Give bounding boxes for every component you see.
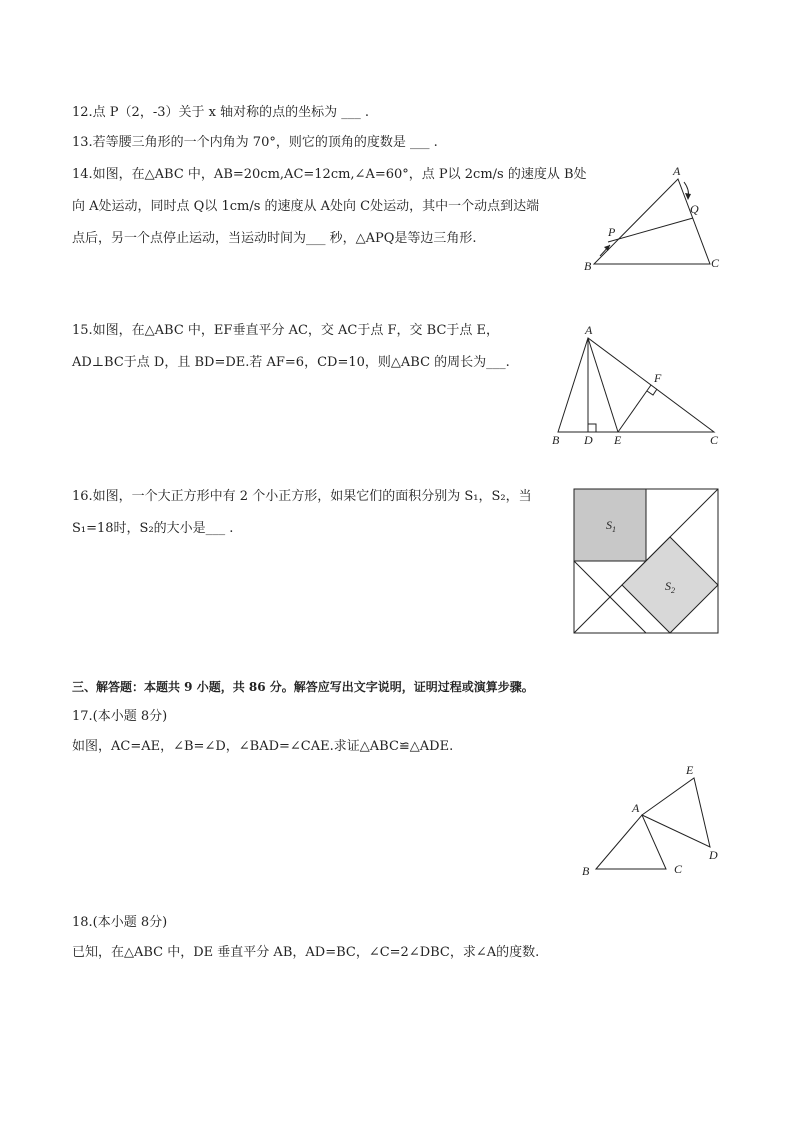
section-3-heading: 三、解答题：本题共 9 小题，共 86 分。解答应写出文字说明，证明过程或演算步骤。	[72, 680, 534, 694]
q16-label-s2: $S_2$	[665, 579, 675, 595]
question-17-header: 17.(本小题 8分)	[72, 709, 168, 724]
q17-figure	[578, 760, 728, 880]
question-14-line-1: 14.如图，在△ABC 中，AB=20cm,AC=12cm,∠A=60°，点 P以 2cm/s 的速度从 B处	[72, 167, 587, 182]
question-12: 12.点 P（2，-3）关于 x 轴对称的点的坐标为 ___ .	[72, 105, 369, 120]
q14-label-a: A	[673, 164, 681, 178]
q15-right-angle-f	[647, 389, 657, 395]
question-18-text: 已知，在△ABC 中，DE 垂直平分 AB，AD=BC，∠C=2∠DBC，求∠A的度数.	[72, 945, 540, 960]
q14-segment-pq	[608, 218, 693, 242]
q17-label-c: C	[674, 862, 683, 876]
question-15-line-1: 15.如图，在△ABC 中，EF垂直平分 AC，交 AC于点 F，交 BC于点 E，	[72, 323, 500, 338]
q17-triangle-abc	[596, 815, 666, 869]
q17-label-b: B	[582, 864, 590, 878]
q15-figure	[548, 322, 728, 450]
q15-right-angle-d	[588, 424, 596, 432]
q15-segment-ae	[588, 338, 618, 432]
q17-triangle-ade	[642, 778, 710, 847]
q15-segment-ef	[618, 385, 651, 432]
q15-label-e: E	[614, 433, 622, 447]
q17-label-e: E	[686, 763, 694, 777]
q14-figure	[580, 160, 730, 275]
question-14-line-2: 向 A处运动，同时点 Q以 1cm/s 的速度从 A处向 C处运动，其中一个动点到达端	[72, 199, 540, 214]
q17-label-a: A	[632, 801, 640, 815]
q14-triangle	[594, 179, 710, 264]
q14-label-b: B	[584, 259, 592, 273]
q15-label-f: F	[654, 371, 662, 385]
q15-triangle	[558, 338, 714, 432]
question-15-line-2: AD⊥BC于点 D，且 BD=DE.若 AF=6，CD=10，则△ABC 的周长为___.	[72, 355, 510, 370]
q14-label-p: P	[608, 225, 616, 239]
question-18-header: 18.(本小题 8分)	[72, 915, 168, 930]
q15-label-d: D	[584, 433, 593, 447]
q16-label-s1: $S_1$	[606, 518, 616, 534]
q15-label-a: A	[585, 323, 593, 337]
question-13: 13.若等腰三角形的一个内角为 70°，则它的顶角的度数是 ___ .	[72, 135, 438, 150]
q15-label-b: B	[552, 433, 560, 447]
q17-label-d: D	[709, 848, 718, 862]
question-16-line-1: 16.如图，一个大正方形中有 2 个小正方形，如果它们的面积分别为 S₁，S₂，当	[72, 489, 532, 504]
q14-label-c: C	[711, 256, 720, 270]
question-14-line-3: 点后，另一个点停止运动，当运动时间为___ 秒，△APQ是等边三角形.	[72, 231, 477, 246]
q15-label-c: C	[710, 433, 719, 447]
question-17-text: 如图，AC=AE，∠B=∠D，∠BAD=∠CAE.求证△ABC≌△ADE.	[72, 739, 454, 754]
q16-figure	[572, 487, 722, 637]
q14-label-q: Q	[690, 202, 699, 216]
question-16-line-2: S₁=18时，S₂的大小是___ .	[72, 521, 234, 536]
